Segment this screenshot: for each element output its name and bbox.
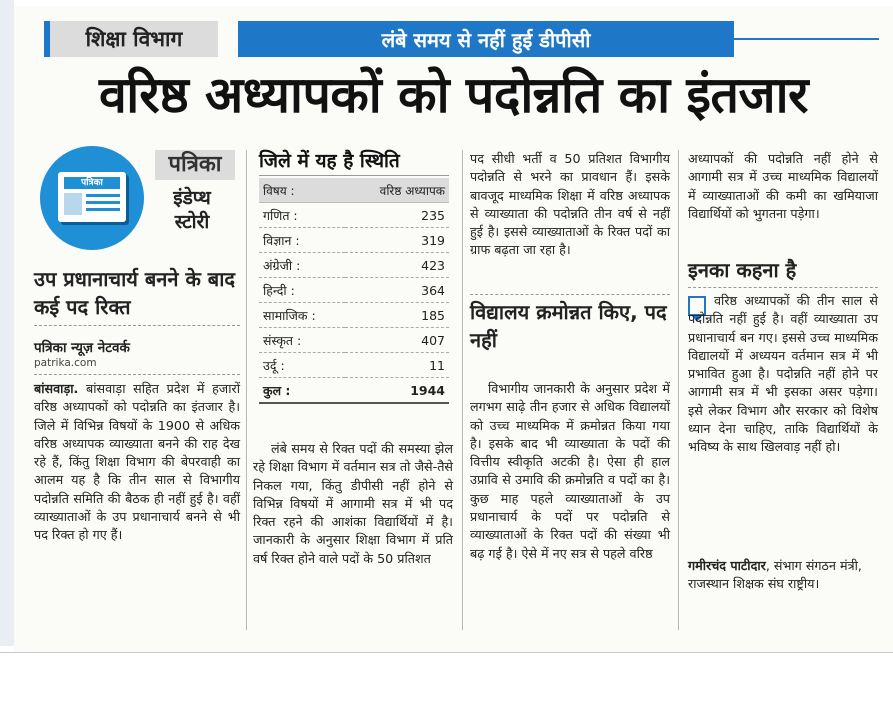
dotted-rule <box>34 374 240 375</box>
table-cell-count: 407 <box>345 328 449 353</box>
paper-line <box>86 208 120 211</box>
table-cell-subject: संस्कृत : <box>259 328 345 353</box>
table-total-row <box>259 378 449 404</box>
column-divider <box>678 150 679 630</box>
attribution-title: , संभाग संगठन मंत्री, राजस्थान शिक्षक संघ राष्ट्रीय। <box>688 558 862 592</box>
table-row <box>259 353 449 378</box>
column1-subhead: उप प्रधानाचार्य बनने के बाद कई पद रिक्त <box>34 267 235 319</box>
brand-name: पत्रिका <box>155 150 235 180</box>
table-cell-count: 235 <box>345 203 449 228</box>
left-margin-strip <box>0 0 14 646</box>
table-cell-count: 423 <box>345 253 449 278</box>
table-row <box>259 253 449 278</box>
section-tag: शिक्षा विभाग <box>44 21 218 57</box>
column-divider <box>246 150 247 630</box>
quote-attribution <box>688 557 878 594</box>
table-total-label: कुल : <box>259 378 345 404</box>
table-header-row <box>259 178 449 203</box>
table-row <box>259 328 449 353</box>
paper-photo-block <box>64 193 82 215</box>
dotted-rule <box>688 287 878 288</box>
paper-line <box>86 194 120 197</box>
table-cell-subject: सामाजिक : <box>259 303 345 328</box>
column4-quote-text: वरिष्ठ अध्यापकों की तीन साल से पदोन्नति नहीं हुई है। वहीं व्याख्याता उप प्रधानाचार्य बन गए। इससे उच्च माध्यमिक विद्यालयों में अध्ययन वर्तमान सत्र में भी प्रभावित हुआ है। पदोन्नति नहीं होने पर आगामी सत्र में भी इसका असर पड़ेगा। इसे लेकर विभाग और सरकार को विशेष ध्यान देना चाहिए, ताकि विद्यार्थियों के भविष्य के साथ खिलवाड़ नहीं हो। <box>688 293 878 455</box>
dotted-rule <box>470 294 670 295</box>
headline: वरिष्ठ अध्यापकों को पदोन्नति का इंतजार <box>99 66 808 124</box>
table-header-subject: विषय : <box>259 178 345 203</box>
kicker-banner: लंबे समय से नहीं हुई डीपीसी <box>238 21 734 57</box>
story-label-line1: इंडेप्थ <box>173 187 211 209</box>
table-title-rule <box>259 175 449 176</box>
table-row <box>259 203 449 228</box>
column4-text-top: अध्यापकों की पदोन्नति नहीं होने से आगामी सत्र में उच्च माध्यमिक विद्यालयों में व्याख्याताओं की कमी का खमियाजा विद्यार्थियों को भुगतना पड़ेगा। <box>688 151 878 221</box>
column2-body <box>253 440 453 568</box>
table-cell-subject: अंग्रेजी : <box>259 253 345 278</box>
table-cell-count: 185 <box>345 303 449 328</box>
column3-body-bottom <box>470 380 670 563</box>
column4-quote <box>688 292 878 457</box>
table-title: जिले में यह है स्थिति <box>259 150 400 172</box>
dotted-rule <box>34 325 240 326</box>
byline: पत्रिका न्यूज़ नेटवर्क <box>34 340 130 356</box>
dateline: बांसवाड़ा. <box>34 381 79 396</box>
table-header-count: वरिष्ठ अध्यापक <box>345 178 449 203</box>
subject-count-table <box>259 178 449 404</box>
kicker-rule <box>734 38 879 40</box>
column3-text-top: पद सीधी भर्ती व 50 प्रतिशत विभागीय पदोन्नति से भरने का प्रावधान हैं। इसके बावजूद माध्यमिक शिक्षा में वरिष्ठ अध्यापक से व्याख्याता की पदोन्नति तीन वर्ष से नहीं हुई है। इससे व्याख्याताओं के रिक्त पदों का ग्राफ बढ़ता जा रहा है। <box>470 151 670 258</box>
column3-text-bottom: विभागीय जानकारी के अनुसार प्रदेश में लगभग साढ़े तीन हजार से अधिक विद्यालयों को उच्च माध्यमिक में क्रमोन्नत किया गया है। इसके बाद भी व्याख्याता के पदों की वित्तीय स्वीकृति अटकी है। ऐसा ही हाल उप्रावि से उमावि की क्रमोन्नति व पदों का है। कुछ माह पहले व्याख्याताओं के उप प्रधानाचार्य के पदों पर पदोन्नति से व्याख्याताओं के रिक्त पदों की संख्या भी बढ़ गई है। ऐसे में नए सत्र से पहले वरिष्ठ <box>470 381 670 561</box>
table-cell-subject: हिन्दी : <box>259 278 345 303</box>
website-link[interactable]: patrika.com <box>34 357 97 369</box>
table-row <box>259 278 449 303</box>
column3-subhead: विद्यालय क्रमोन्नत किए, पद नहीं <box>470 300 667 352</box>
column4-body-top <box>688 150 878 223</box>
attribution-name: गमीरचंद पाटीदार <box>688 558 766 573</box>
column2-text: लंबे समय से रिक्त पदों की समस्या झेल रहे शिक्षा विभाग में वर्तमान सत्र तो जैसे-तैसे निकल गया, किंतु डीपीसी नहीं होने से विभिन्न विषयों में आगामी सत्र में भी पद रिक्त रहने की आशंका विद्यार्थियों में है। जानकारी के अनुसार शिक्षा विभाग में प्रति वर्ष रिक्त होने वाले पदों के 50 प्रतिशत <box>253 441 453 566</box>
table-row <box>259 303 449 328</box>
table-total-value: 1944 <box>345 378 449 404</box>
column4-subhead: इनका कहना है <box>688 258 797 282</box>
column1-body <box>34 380 240 545</box>
column1-text: बांसवाड़ा सहित प्रदेश में हजारों वरिष्ठ अध्यापकों को पदोन्नति का इंतजार है। जिले में विभिन्न विषयों के 1900 से अधिक वरिष्ठ अध्यापक व्याख्याता बनने की राह देख रहे हैं, किंतु शिक्षा विभाग की बेपरवाही का आलम यह है कि तीन साल से विभागीय पदोन्नति समिति की बैठक ही नहीं हुई है। वहीं व्याख्याताओं के उप प्रधानाचार्य बनने से भी पद रिक्त हो गए हैं। <box>34 381 240 543</box>
newspaper-icon-paper <box>58 172 126 222</box>
column3-body-top <box>470 150 670 260</box>
table-cell-count: 364 <box>345 278 449 303</box>
paper-masthead: पत्रिका <box>64 177 120 189</box>
table-row <box>259 228 449 253</box>
column-divider <box>462 150 463 630</box>
page-bottom-rule <box>0 652 893 653</box>
table-cell-count: 11 <box>345 353 449 378</box>
story-label-line2: स्टोरी <box>174 211 210 233</box>
table-cell-subject: विज्ञान : <box>259 228 345 253</box>
table-cell-subject: उर्दू : <box>259 353 345 378</box>
paper-line <box>86 201 120 204</box>
table-cell-subject: गणित : <box>259 203 345 228</box>
story-label <box>148 186 236 234</box>
table-cell-count: 319 <box>345 228 449 253</box>
